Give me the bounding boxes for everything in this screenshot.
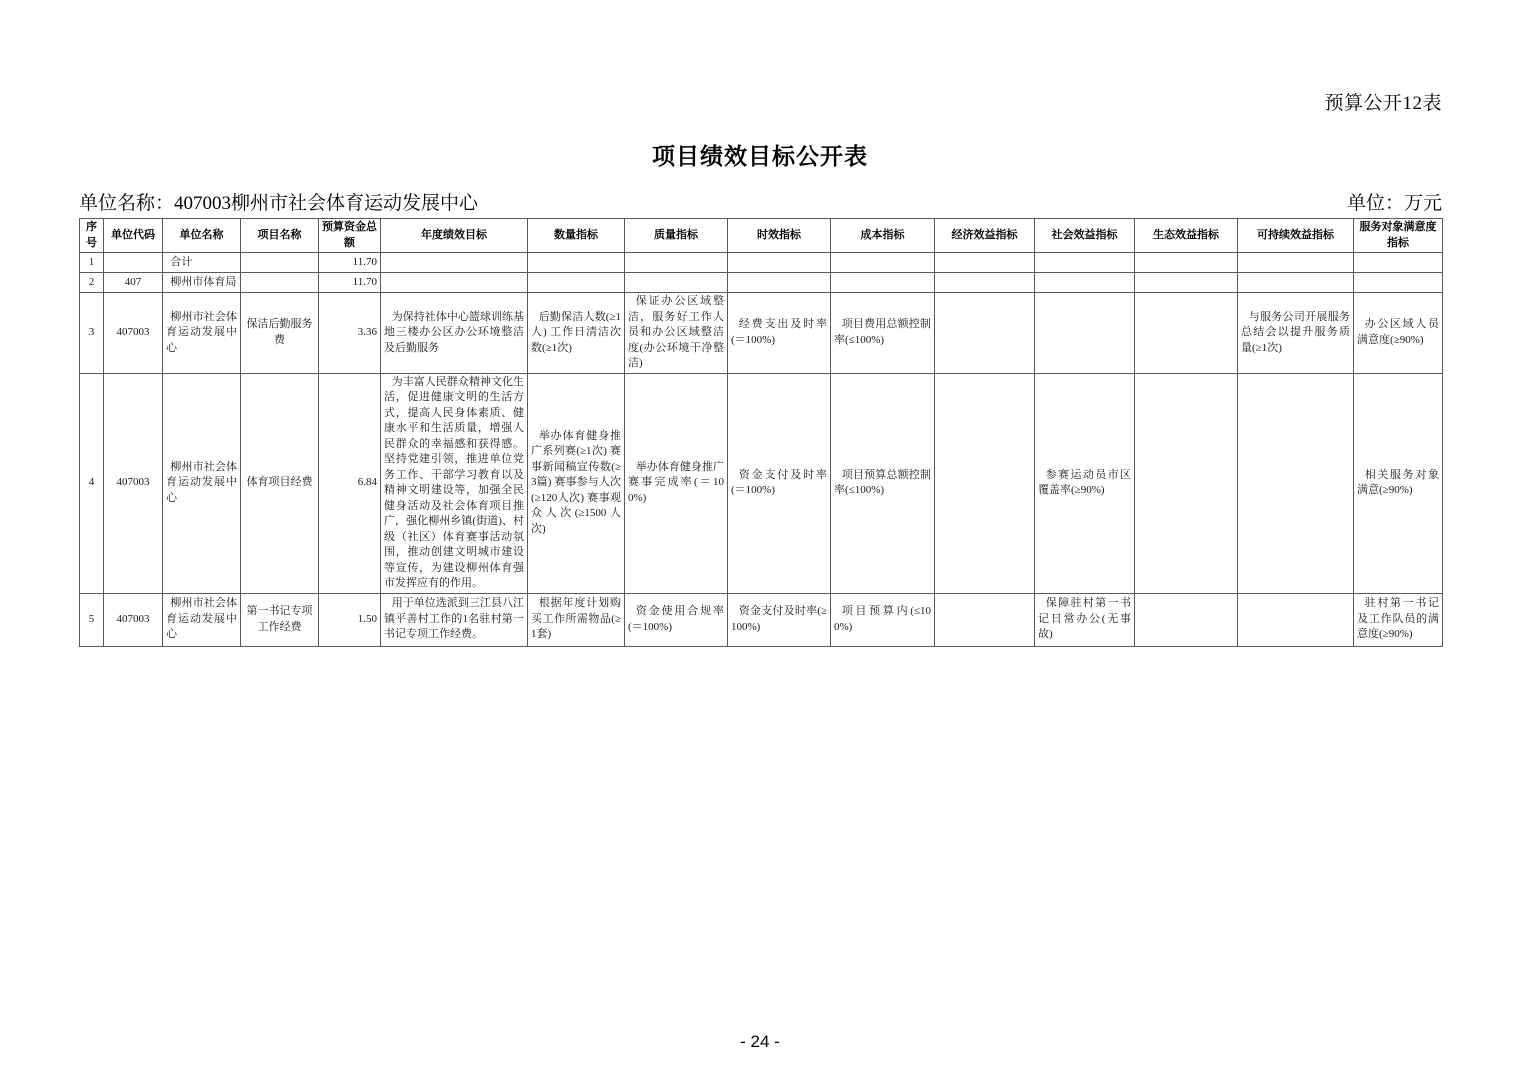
cell-project-name	[241, 253, 319, 273]
cell-annual-target: 为丰富人民群众精神文化生活，促进健康文明的生活方式，提高人民身体素质、健康水平和生活质量，增强人民群众的幸福感和获得感。坚持党建引领，推进单位党务工作、干部学习教育以及精神文明建设等，加强全民健身活动及社会体育项目推广，强化柳州乡镇(街道)、村级（社区）体育赛事活动氛围，推动创建文明城市建设等宣传，为建设柳州体育强市发挥应有的作用。	[381, 373, 528, 593]
cell-unit-name: 柳州市社会体育运动发展中心	[163, 593, 241, 646]
cell-timeliness	[728, 273, 831, 293]
cell-cost	[831, 253, 935, 273]
cell-index: 2	[80, 273, 104, 293]
cell-index: 5	[80, 593, 104, 646]
cell-timeliness: 经费支出及时率(＝100%)	[728, 293, 831, 374]
cell-unit-code: 407003	[104, 593, 163, 646]
table-header	[80, 219, 1443, 253]
cell-sustainable-benefit	[1238, 373, 1354, 593]
cell-social-benefit	[1035, 273, 1135, 293]
cell-budget-total: 1.50	[319, 593, 381, 646]
page-title: 项目绩效目标公开表	[652, 144, 868, 169]
cell-eco-benefit	[1135, 373, 1238, 593]
cell-project-name: 保洁后勤服务费	[241, 293, 319, 374]
header-index: 序号	[80, 219, 104, 253]
cell-eco-benefit	[1135, 593, 1238, 646]
header-social-benefit: 社会效益指标	[1035, 219, 1135, 253]
cell-quality: 保证办公区域整洁，服务好工作人员和办公区域整洁度(办公环境干净整洁)	[625, 293, 728, 374]
cell-quality: 资金使用合规率(＝100%)	[625, 593, 728, 646]
cell-satisfaction: 相关服务对象满意(≥90%)	[1354, 373, 1443, 593]
cell-satisfaction: 驻村第一书记及工作队员的满意度(≥90%)	[1354, 593, 1443, 646]
table-row	[80, 293, 1443, 374]
header-eco-benefit: 生态效益指标	[1135, 219, 1238, 253]
cell-project-name	[241, 273, 319, 293]
header-budget-total: 预算资金总额	[319, 219, 381, 253]
cell-unit-name: 柳州市体育局	[163, 273, 241, 293]
cell-satisfaction	[1354, 253, 1443, 273]
form-number-label: 预算公开12表	[1324, 93, 1442, 114]
cell-sustainable-benefit	[1238, 273, 1354, 293]
cell-annual-target	[381, 253, 528, 273]
unit-currency-label: 单位：万元	[1346, 193, 1442, 214]
header-project-name: 项目名称	[241, 219, 319, 253]
cell-satisfaction: 办公区域人员满意度(≥90%)	[1354, 293, 1443, 374]
table-body	[80, 253, 1443, 647]
cell-quality	[625, 253, 728, 273]
cell-timeliness: 资金支付及时率(≥100%)	[728, 593, 831, 646]
cell-social-benefit	[1035, 253, 1135, 273]
header-unit-code: 单位代码	[104, 219, 163, 253]
cell-satisfaction	[1354, 273, 1443, 293]
cell-economic-benefit	[935, 593, 1035, 646]
cell-quality: 举办体育健身推广赛事完成率(＝100%)	[625, 373, 728, 593]
cell-quantity: 根据年度计划购买工作所需物品(≥1套)	[528, 593, 625, 646]
cell-economic-benefit	[935, 293, 1035, 374]
cell-unit-name: 柳州市社会体育运动发展中心	[163, 293, 241, 374]
cell-unit-code: 407003	[104, 293, 163, 374]
header-unit-name: 单位名称	[163, 219, 241, 253]
cell-quality	[625, 273, 728, 293]
header-satisfaction: 服务对象满意度指标	[1354, 219, 1443, 253]
cell-index: 1	[80, 253, 104, 273]
table-header-row	[80, 219, 1443, 253]
page-number: - 24 -	[740, 1032, 780, 1051]
header-quality: 质量指标	[625, 219, 728, 253]
cell-budget-total: 11.70	[319, 253, 381, 273]
cell-index: 3	[80, 293, 104, 374]
table-row	[80, 373, 1443, 593]
cell-timeliness	[728, 253, 831, 273]
cell-eco-benefit	[1135, 253, 1238, 273]
cell-unit-name: 柳州市社会体育运动发展中心	[163, 373, 241, 593]
cell-annual-target: 用于单位选派到三江县八江镇平善村工作的1名驻村第一书记专项工作经费。	[381, 593, 528, 646]
performance-target-table	[79, 218, 1443, 647]
cell-index: 4	[80, 373, 104, 593]
cell-unit-code: 407	[104, 273, 163, 293]
table-row	[80, 253, 1443, 273]
cell-project-name: 第一书记专项工作经费	[241, 593, 319, 646]
table-row	[80, 273, 1443, 293]
cell-budget-total: 11.70	[319, 273, 381, 293]
cell-social-benefit: 保障驻村第一书记日常办公(无事故)	[1035, 593, 1135, 646]
cell-annual-target	[381, 273, 528, 293]
cell-quantity: 举办体育健身推广系列赛(≥1次) 赛事新闻稿宣传数(≥3篇) 赛事参与人次(≥120人次) 赛事观众人次(≥1500人次)	[528, 373, 625, 593]
cell-cost: 项目预算总额控制率(≤100%)	[831, 373, 935, 593]
cell-cost	[831, 273, 935, 293]
cell-annual-target: 为保持社体中心篮球训练基地三楼办公区办公环境整洁及后勤服务	[381, 293, 528, 374]
cell-cost: 项目费用总额控制率(≤100%)	[831, 293, 935, 374]
cell-economic-benefit	[935, 373, 1035, 593]
cell-economic-benefit	[935, 273, 1035, 293]
header-quantity: 数量指标	[528, 219, 625, 253]
cell-unit-code: 407003	[104, 373, 163, 593]
cell-cost: 项目预算内(≤100%)	[831, 593, 935, 646]
meta-row	[79, 188, 1442, 215]
cell-sustainable-benefit: 与服务公司开展服务总结会以提升服务质量(≥1次)	[1238, 293, 1354, 374]
cell-budget-total: 6.84	[319, 373, 381, 593]
cell-quantity	[528, 253, 625, 273]
cell-timeliness: 资金支付及时率(＝100%)	[728, 373, 831, 593]
cell-unit-code	[104, 253, 163, 273]
cell-social-benefit	[1035, 293, 1135, 374]
cell-quantity: 后勤保洁人数(≥1人) 工作日清洁次数(≥1次)	[528, 293, 625, 374]
cell-eco-benefit	[1135, 293, 1238, 374]
cell-unit-name: 合计	[163, 253, 241, 273]
cell-budget-total: 3.36	[319, 293, 381, 374]
table-row	[80, 593, 1443, 646]
unit-name-label: 单位名称：407003柳州市社会体育运动发展中心	[79, 193, 479, 214]
header-cost: 成本指标	[831, 219, 935, 253]
header-economic-benefit: 经济效益指标	[935, 219, 1035, 253]
header-annual-target: 年度绩效目标	[381, 219, 528, 253]
cell-quantity	[528, 273, 625, 293]
cell-sustainable-benefit	[1238, 253, 1354, 273]
header-sustainable-benefit: 可持续效益指标	[1238, 219, 1354, 253]
cell-social-benefit: 参赛运动员市区覆盖率(≥90%)	[1035, 373, 1135, 593]
cell-sustainable-benefit	[1238, 593, 1354, 646]
cell-economic-benefit	[935, 253, 1035, 273]
cell-eco-benefit	[1135, 273, 1238, 293]
header-timeliness: 时效指标	[728, 219, 831, 253]
cell-project-name: 体育项目经费	[241, 373, 319, 593]
